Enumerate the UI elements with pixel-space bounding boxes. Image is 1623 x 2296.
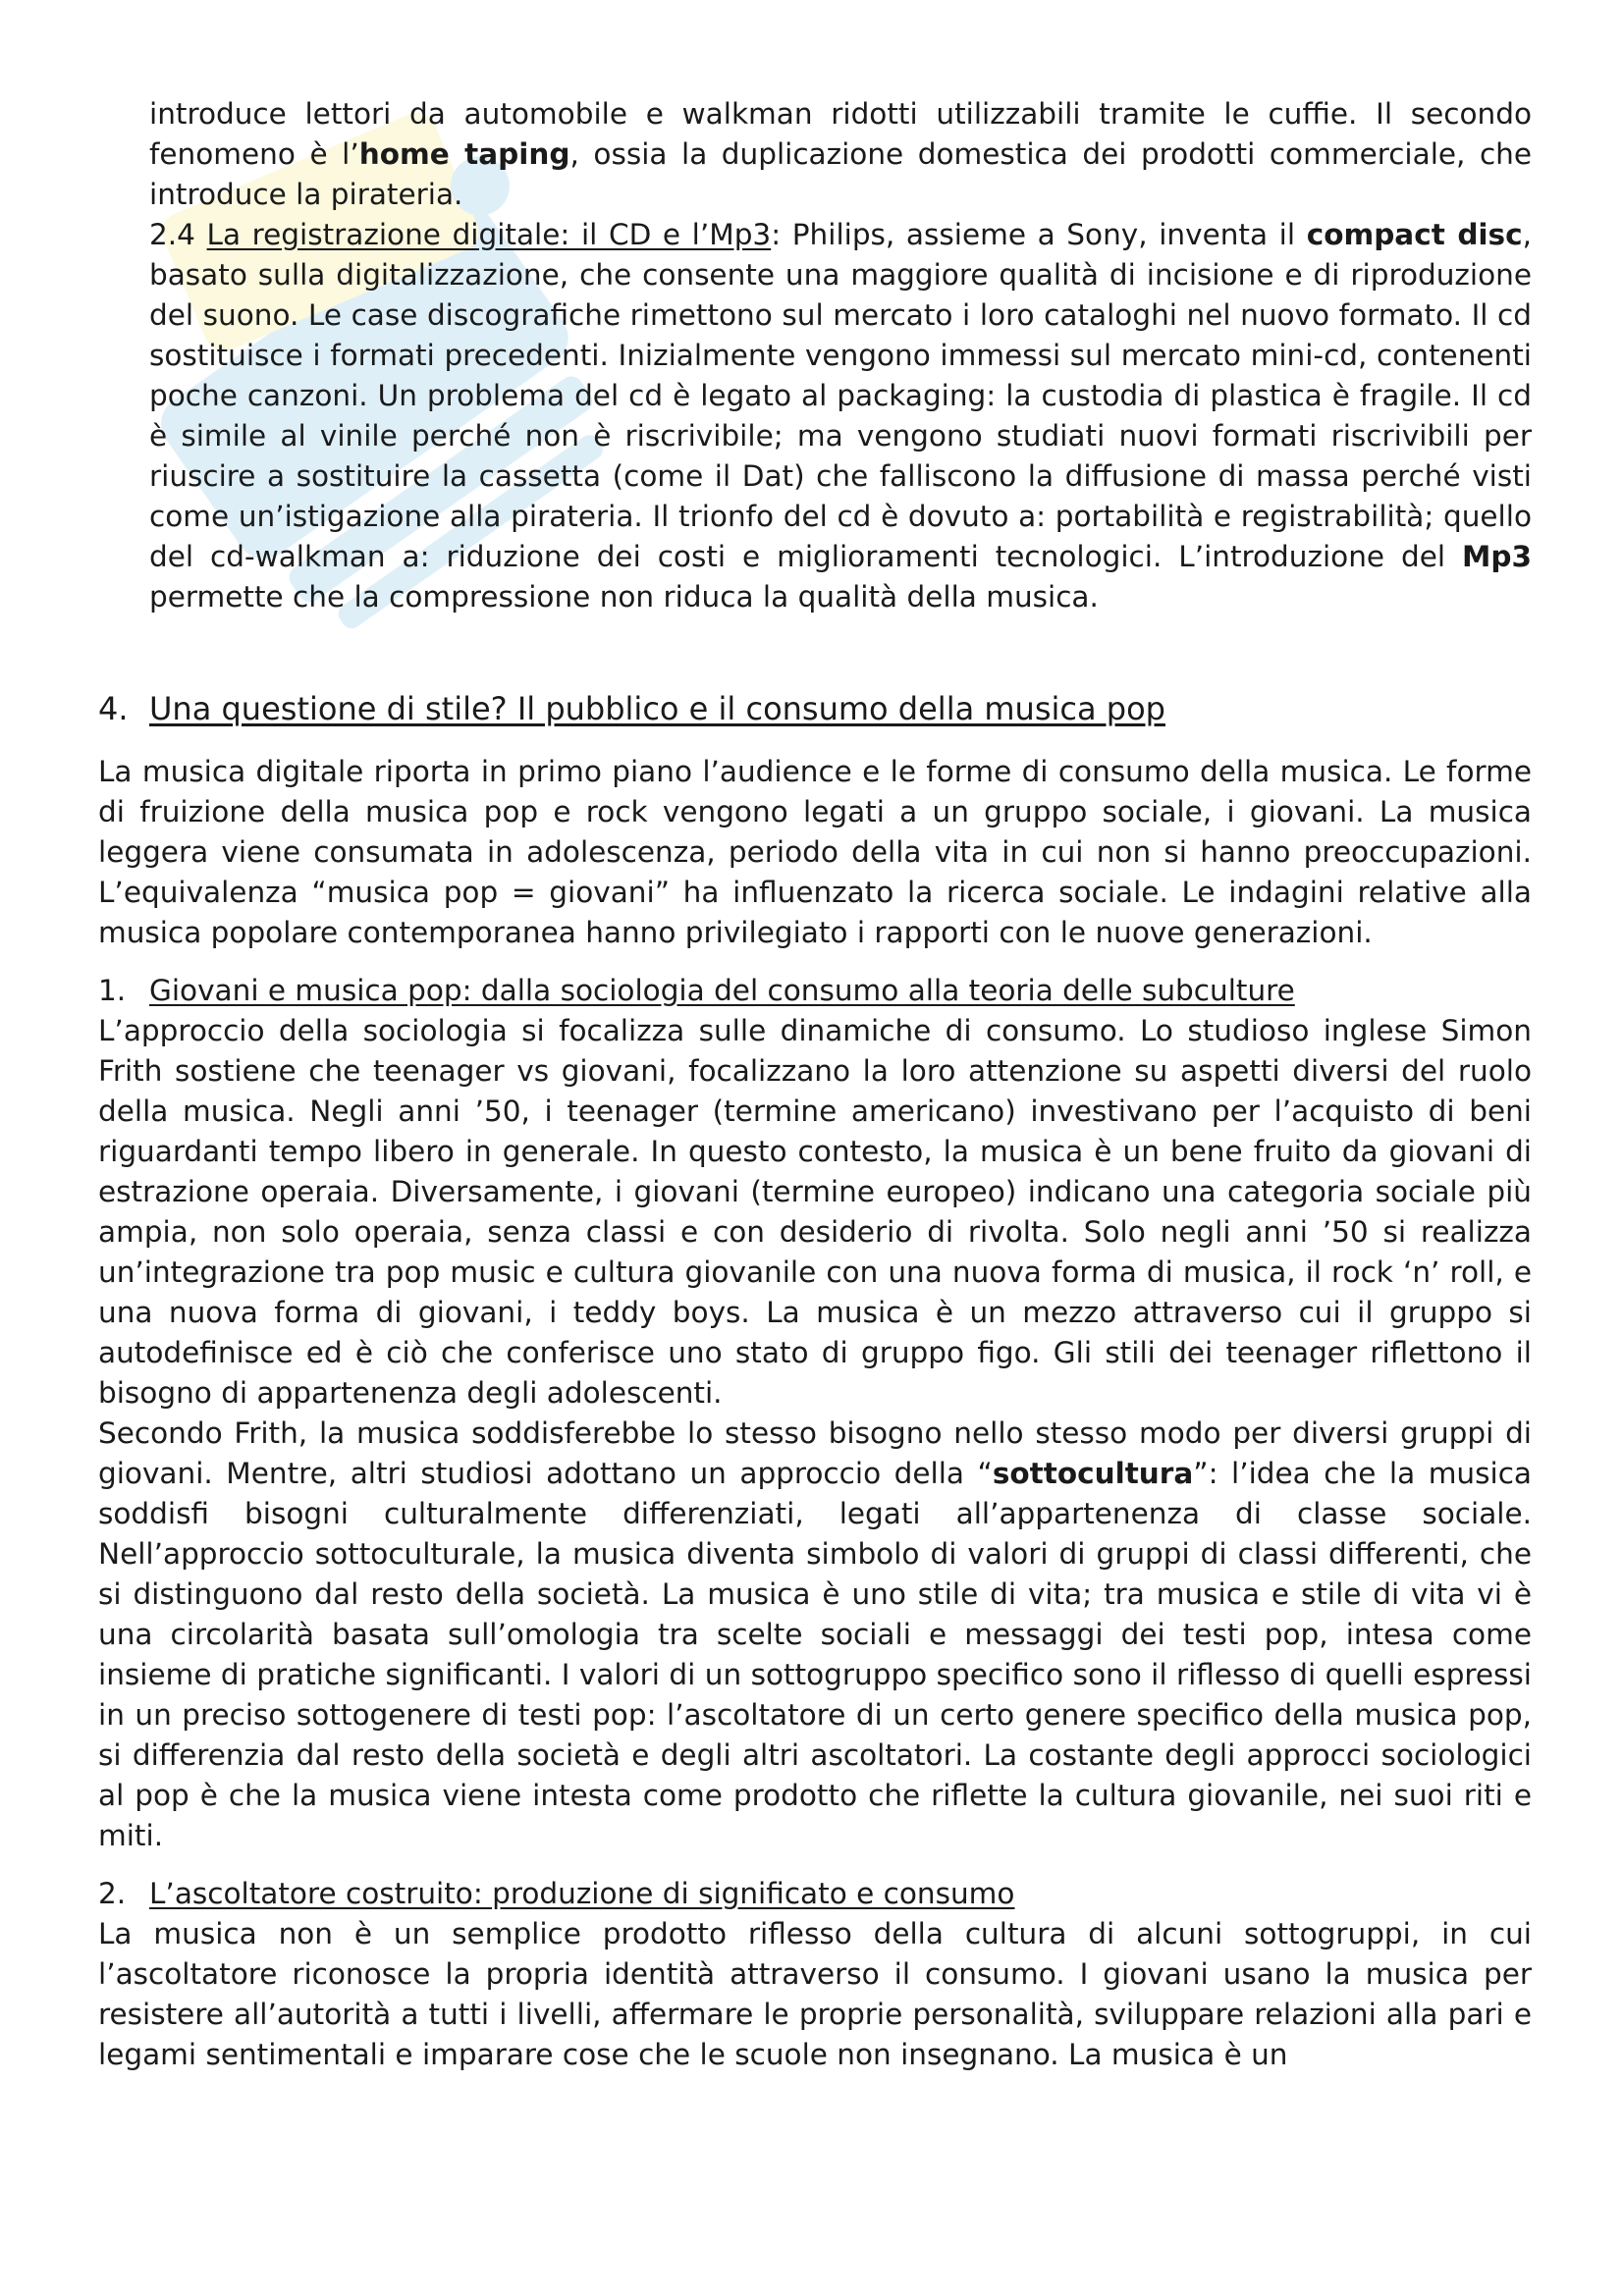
bold-term-sottocultura: sottocultura xyxy=(992,1457,1194,1490)
document-page xyxy=(98,94,1532,2075)
subsection-number: 2.4 xyxy=(149,218,195,251)
subsection-number: 1. xyxy=(98,974,127,1007)
section-title: Una questione di stile? Il pubblico e il consumo della musica pop xyxy=(149,690,1165,727)
subsection-title-2-4: La registrazione digitale: il CD e l’Mp3 xyxy=(206,218,772,251)
subsection-title: Giovani e musica pop: dalla sociologia del consumo alla teoria delle subculture xyxy=(149,974,1295,1007)
paragraph-ascoltatore: La musica non è un semplice prodotto riflesso della cultura di alcuni sottogruppi, in cui l’ascoltatore riconosce la propria identità attraverso il consumo. I giovani usano la musica per resistere all’autorità a tutti i livelli, affermare le proprie personalità, sviluppare relazioni alla pari e legami sentimentali e imparare cose che le scuole non insegnano. La musica è un xyxy=(98,1917,1532,2071)
bold-term-home-taping: home taping xyxy=(358,137,570,171)
paragraph-continuation: introduce lettori da automobile e walkman ridotti utilizzabili tramite le cuffie. Il secondo fenomeno è l’home taping, ossia la duplicazione domestica dei prodotti commerciale, che introduce la pirateria. xyxy=(149,97,1533,211)
subsection-heading-2 xyxy=(98,1874,1532,1914)
paragraph-2-4: 2.4 La registrazione digitale: il CD e l’Mp3: Philips, assieme a Sony, inventa il compact disc, basato sulla digitalizzazione, che consente una maggiore qualità di incisione e di riproduzione del suono. Le case discografiche rimettono sul mercato i loro cataloghi nel nuovo formato. Il cd sostituisce i formati precedenti. Inizialmente vengono immessi sul mercato mini-cd, contenenti poche canzoni. Un problema del cd è legato al packaging: la custodia di plastica è fragile. Il cd è simile al vinile perché non è riscrivibile; ma vengono studiati nuovi formati riscrivibili per riuscire a sostituire la cassetta (come il Dat) che falliscono la diffusione di massa perché visti come un’istigazione alla pirateria. Il trionfo del cd è dovuto a: portabilità e registrabilità; quello del cd-walkman a: riduzione dei costi e miglioramenti tecnologici. L’introduzione del Mp3 permette che la compressione non riduca la qualità della musica. xyxy=(149,218,1532,614)
bold-term-mp3: Mp3 xyxy=(1462,540,1532,573)
section-number: 4. xyxy=(98,690,129,727)
paragraph-frith: L’approccio della sociologia si focalizza sulle dinamiche di consumo. Lo studioso inglese Simon Frith sostiene che teenager vs giovani, focalizzano la loro attenzione su aspetti diversi del ruolo della musica. Negli anni ’50, i teenager (termine americano) investivano per l’acquisto di beni riguardanti tempo libero in generale. In questo contesto, la musica è un bene fruito da giovani di estrazione operaia. Diversamente, i giovani (termine europeo) indicano una categoria sociale più ampia, non solo operaia, senza classi e con desiderio di rivolta. Solo negli anni ’50 si realizza un’integrazione tra pop music e cultura giovanile con una nuova forma di musica, il rock ‘n’ roll, e una nuova forma di giovani, i teddy boys. La musica è un mezzo attraverso cui il gruppo si autodefinisce ed è ciò che conferisce uno stato di gruppo figo. Gli stili dei teenager riflettono il bisogno di appartenenza degli adolescenti. xyxy=(98,1014,1532,1410)
section-heading-4 xyxy=(98,687,1532,730)
paragraph-sottocultura: Secondo Frith, la musica soddisferebbe lo stesso bisogno nello stesso modo per diversi gruppi di giovani. Mentre, altri studiosi adottano un approccio della “sottocultura”: l’idea che la musica soddisfi bisogni culturalmente differenziati, legati all’appartenenza di classe sociale. Nell’approccio sottoculturale, la musica diventa simbolo di valori di gruppi di classi differenti, che si distinguono dal resto della società. La musica è uno stile di vita; tra musica e stile di vita vi è una circolarità basata sull’omologia tra scelte sociali e messaggi dei testi pop, intesa come insieme di pratiche significanti. I valori di un sottogruppo specifico sono il riflesso di quelli espressi in un preciso sottogenere di testi pop: l’ascoltatore di un certo genere specifico della musica pop, si differenzia dal resto della società e degli altri ascoltatori. La costante degli approcci sociologici al pop è che la musica viene intesta come prodotto che riflette la cultura giovanile, nei suoi riti e miti. xyxy=(98,1416,1532,1852)
subsection-heading-1 xyxy=(98,971,1532,1011)
subsection-title: L’ascoltatore costruito: produzione di significato e consumo xyxy=(149,1877,1015,1910)
subsection-number: 2. xyxy=(98,1877,127,1910)
bold-term-compact-disc: compact disc xyxy=(1306,218,1523,251)
section-intro-paragraph: La musica digitale riporta in primo piano l’audience e le forme di consumo della musica. Le forme di fruizione della musica pop e rock vengono legati a un gruppo sociale, i giovani. La musica leggera viene consumata in adolescenza, periodo della vita in cui non si hanno preoccupazioni. L’equivalenza “musica pop = giovani” ha influenzato la ricerca sociale. Le indagini relative alla musica popolare contemporanea hanno privilegiato i rapporti con le nuove generazioni. xyxy=(98,755,1532,949)
